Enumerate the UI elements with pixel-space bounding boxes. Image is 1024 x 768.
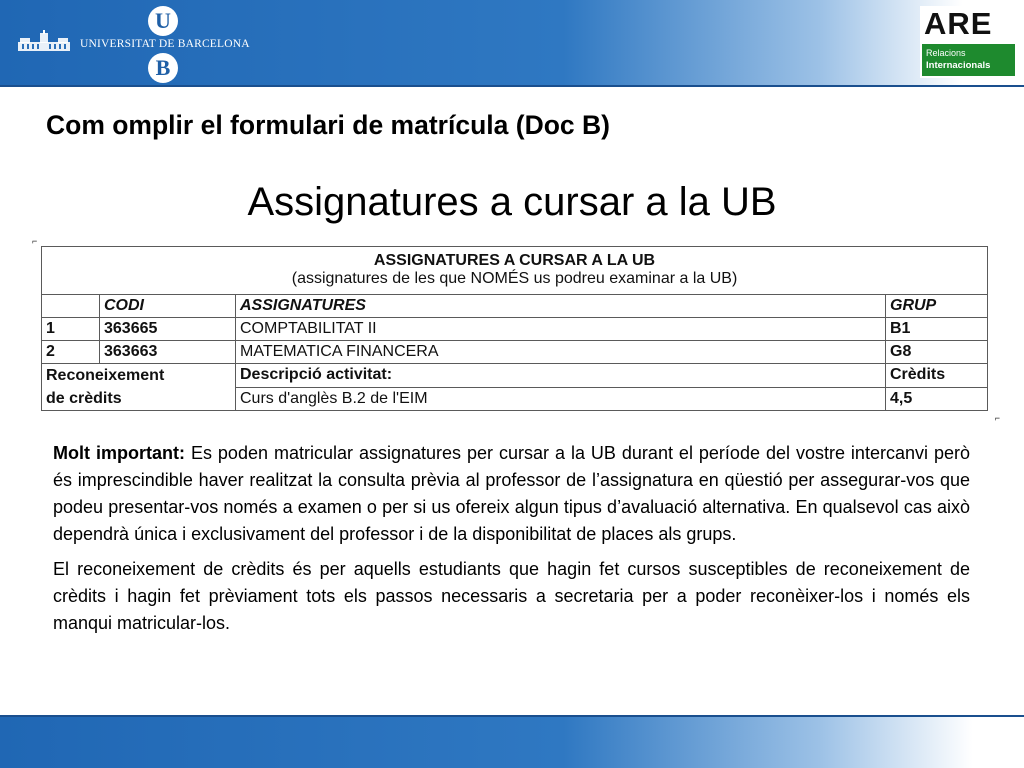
important-label: Molt important: — [53, 443, 185, 463]
credits-label: Crèdits — [886, 364, 988, 388]
recognition-label-cell — [42, 364, 236, 411]
activity-description-value: Curs d'anglès B.2 de l'EIM — [236, 387, 886, 411]
ub-logo-letter-b: B — [148, 53, 178, 83]
form-table-image — [32, 237, 1000, 423]
are-logo-title: ARE — [924, 6, 993, 41]
table-heading: ASSIGNATURES A CURSAR A LA UB — [373, 252, 656, 269]
are-logo — [920, 6, 1018, 78]
table-heading-cell — [42, 247, 988, 295]
subject-group: B1 — [886, 318, 988, 341]
ub-logo-letter-u: U — [148, 6, 178, 36]
are-logo-line1: Relacions — [926, 48, 966, 58]
row-number: 1 — [42, 318, 100, 341]
footer-band — [0, 717, 1024, 768]
column-header-group: GRUP — [886, 295, 988, 318]
slide-subtitle: Assignatures a cursar a la UB — [247, 180, 777, 224]
page-title: Com omplir el formulari de matrícula (Doc B) — [46, 110, 610, 140]
subject-code: 363663 — [100, 341, 236, 364]
important-paragraph — [53, 440, 970, 548]
enrolment-table — [41, 246, 988, 411]
activity-description-label: Descripció activitat: — [236, 364, 886, 388]
credits-value: 4,5 — [886, 387, 988, 411]
subject-name: MATEMATICA FINANCERA — [236, 341, 886, 364]
row-number: 2 — [42, 341, 100, 364]
header-divider — [0, 85, 1024, 87]
table-row — [42, 318, 988, 341]
body-text — [53, 440, 970, 645]
column-header-subject: ASSIGNATURES — [236, 295, 886, 318]
recognition-label-line2: de crèdits — [46, 390, 122, 407]
university-building-icon — [18, 30, 70, 52]
are-logo-badge — [922, 44, 1015, 76]
subject-group: G8 — [886, 341, 988, 364]
ub-logo — [14, 4, 264, 82]
image-corner-mark: ⌐ — [994, 413, 1000, 423]
recognition-label-line1: Reconeixement — [46, 367, 165, 384]
are-logo-line2: Internacionals — [926, 60, 991, 71]
subject-code: 363665 — [100, 318, 236, 341]
table-header-row — [42, 295, 988, 318]
subject-name: COMPTABILITAT II — [236, 318, 886, 341]
table-row — [42, 341, 988, 364]
header-band — [0, 0, 1024, 85]
table-subheading: (assignatures de les que NOMÉS us podreu examinar a la UB) — [291, 270, 738, 287]
table-heading-row — [42, 247, 988, 295]
university-name: UNIVERSITAT DE BARCELONA — [80, 38, 250, 50]
column-header-number — [42, 295, 100, 318]
column-header-code: CODI — [100, 295, 236, 318]
recognition-label-row — [42, 364, 988, 388]
image-corner-mark: ⌐ — [32, 236, 38, 246]
recognition-paragraph: El reconeixement de crèdits és per aquells estudiants que hagin fet cursos susceptibles de reconeixement de crèdits i hagin fet prèviament tots els passos necessaris a secretaria per a poder reconèixer-los i només els manqui matricular-los. — [53, 559, 970, 633]
important-text: Es poden matricular assignatures per cursar a la UB durant el període del vostre intercanvi però és imprescindible haver realitzat la consulta prèvia al professor de l’assignatura en qüestió per assegurar-vos que podeu presentar-vos només a examen o per si us ofereix algun tipus d’avaluació alternativa. En qualsevol cas això dependrà única i exclusivament del professor i de la disponibilitat de places als grups. — [53, 443, 970, 544]
